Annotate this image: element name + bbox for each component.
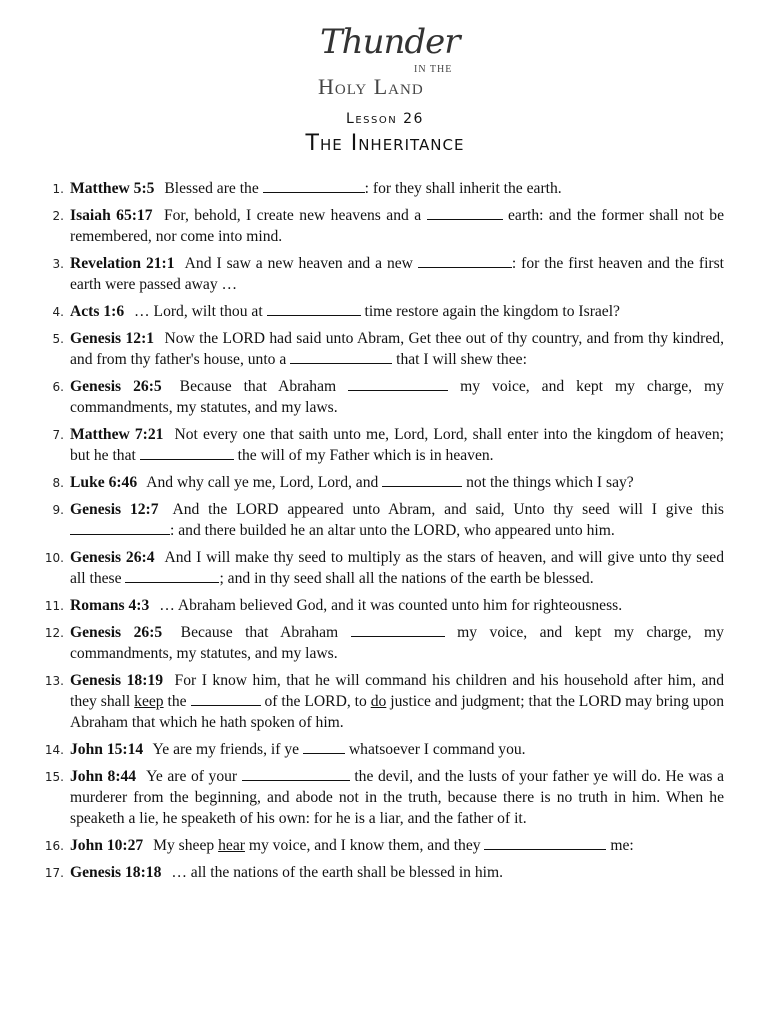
verse-item bbox=[40, 328, 724, 370]
verse-reference: Matthew 5:5 bbox=[70, 180, 155, 197]
verse-item bbox=[40, 499, 724, 541]
verse-number: 1. bbox=[52, 182, 64, 196]
verse-text: My sheep bbox=[153, 837, 215, 854]
verse-text: the devil, and the lusts of your father ye will do. He was a murderer from the beginning, and abode not in the truth, because there is no truth in him. When he speaketh a lie, he speaketh of his own: for he is a liar, and the father of it. bbox=[70, 768, 724, 827]
verse-text: Because that Abraham bbox=[179, 378, 337, 395]
underlined-word: do bbox=[370, 693, 387, 710]
verse-item bbox=[40, 595, 724, 616]
verse-text: … all the nations of the earth shall be blessed in him. bbox=[171, 864, 504, 881]
verse-reference: Revelation 21:1 bbox=[70, 255, 175, 272]
verse-number: 2. bbox=[52, 209, 64, 223]
verse-item bbox=[40, 622, 724, 664]
logo-holy-land-text: Holy Land bbox=[318, 74, 424, 99]
verse-list bbox=[40, 178, 724, 889]
verse-text: justice and judgment; that the LORD may bring upon Abraham that which he hath spoken of him. bbox=[70, 693, 724, 731]
verse-reference: Acts 1:6 bbox=[70, 303, 125, 320]
verse-item bbox=[40, 835, 724, 856]
verse-reference: Genesis 18:18 bbox=[70, 864, 162, 881]
verse-item bbox=[40, 424, 724, 466]
verse-reference: Genesis 26:5 bbox=[70, 624, 163, 641]
verse-text: Not every one that saith unto me, Lord, Lord, shall enter into the kingdom of heaven; but he that bbox=[70, 426, 724, 464]
answer-blank[interactable] bbox=[484, 835, 606, 850]
answer-blank[interactable] bbox=[427, 205, 503, 220]
verse-text: And I will make thy seed to multiply as the stars of heaven, and will give unto thy seed all these bbox=[70, 549, 724, 587]
verse-reference: Genesis 12:7 bbox=[70, 501, 159, 518]
verse-number: 17. bbox=[44, 866, 64, 880]
verse-text: For, behold, I create new heavens and a bbox=[163, 207, 422, 224]
verse-item bbox=[40, 670, 724, 733]
verse-reference: John 15:14 bbox=[70, 741, 144, 758]
verse-text: the will of my Father which is in heaven. bbox=[237, 447, 494, 464]
verse-item bbox=[40, 253, 724, 295]
lesson-title: The Inheritance bbox=[305, 131, 465, 156]
verse-text: Ye are of your bbox=[146, 768, 238, 785]
verse-item bbox=[40, 178, 724, 199]
verse-reference: Luke 6:46 bbox=[70, 474, 138, 491]
verse-text: of the LORD, to bbox=[264, 693, 367, 710]
verse-item bbox=[40, 766, 724, 829]
verse-number: 12. bbox=[44, 626, 64, 640]
verse-number: 9. bbox=[52, 503, 64, 517]
verse-number: 10. bbox=[44, 551, 64, 565]
answer-blank[interactable] bbox=[242, 766, 350, 781]
verse-text: me: bbox=[610, 837, 634, 854]
verse-text: my voice, and I know them, and they bbox=[248, 837, 481, 854]
underlined-word: hear bbox=[218, 837, 245, 854]
answer-blank[interactable] bbox=[125, 568, 219, 583]
verse-text: time restore again the kingdom to Israel? bbox=[364, 303, 620, 320]
verse-text: my voice, and kept my charge, my commandments, my statutes, and my laws. bbox=[70, 624, 724, 662]
verse-number: 6. bbox=[52, 380, 64, 394]
verse-text: … Abraham believed God, and it was counted unto him for righteousness. bbox=[159, 597, 623, 614]
verse-text: : and there builded he an altar unto the LORD, who appeared unto him. bbox=[170, 522, 615, 539]
logo-in-the-text: IN THE bbox=[414, 64, 453, 75]
verse-text: not the things which I say? bbox=[466, 474, 634, 491]
verse-item bbox=[40, 862, 724, 883]
verse-reference: Genesis 18:19 bbox=[70, 672, 164, 689]
verse-text: the bbox=[167, 693, 187, 710]
answer-blank[interactable] bbox=[418, 253, 512, 268]
verse-number: 16. bbox=[44, 839, 64, 853]
verse-text: … Lord, wilt thou at bbox=[134, 303, 263, 320]
verse-text: earth: and the former shall not be remembered, nor come into mind. bbox=[70, 207, 725, 245]
answer-blank[interactable] bbox=[267, 301, 361, 316]
verse-number: 13. bbox=[44, 674, 64, 688]
verse-number: 3. bbox=[52, 257, 64, 271]
verse-text: my voice, and kept my charge, my commandments, my statutes, and my laws. bbox=[70, 378, 724, 416]
verse-number: 7. bbox=[52, 428, 64, 442]
verse-text: whatsoever I command you. bbox=[348, 741, 526, 758]
verse-item bbox=[40, 472, 724, 493]
logo-script-text: Thunder bbox=[320, 22, 460, 62]
answer-blank[interactable] bbox=[290, 349, 392, 364]
verse-number: 15. bbox=[44, 770, 64, 784]
answer-blank[interactable] bbox=[140, 445, 234, 460]
verse-number: 11. bbox=[44, 599, 64, 613]
verse-text: And the LORD appeared unto Abram, and said, Unto thy seed will I give this bbox=[172, 501, 724, 518]
underlined-word: keep bbox=[134, 693, 164, 710]
thunder-in-the-holy-land-logo bbox=[300, 20, 470, 100]
lesson-number: Lesson 26 bbox=[346, 111, 424, 127]
verse-text: Now the LORD had said unto Abram, Get thee out of thy country, and from thy kindred, and from thy father's house, unto a bbox=[70, 330, 724, 368]
verse-reference: Matthew 7:21 bbox=[70, 426, 164, 443]
verse-item bbox=[40, 301, 724, 322]
verse-text: Ye are my friends, if ye bbox=[152, 741, 300, 758]
verse-reference: John 10:27 bbox=[70, 837, 144, 854]
verse-reference: Romans 4:3 bbox=[70, 597, 150, 614]
verse-text: : for they shall inherit the earth. bbox=[364, 180, 562, 197]
verse-reference: Genesis 26:4 bbox=[70, 549, 155, 566]
verse-number: 14. bbox=[44, 743, 64, 757]
verse-number: 5. bbox=[52, 332, 64, 346]
verse-item bbox=[40, 739, 724, 760]
answer-blank[interactable] bbox=[70, 520, 170, 535]
answer-blank[interactable] bbox=[348, 376, 448, 391]
verse-item bbox=[40, 205, 724, 247]
verse-text: Because that Abraham bbox=[180, 624, 339, 641]
answer-blank[interactable] bbox=[382, 472, 462, 487]
verse-reference: Genesis 26:5 bbox=[70, 378, 162, 395]
answer-blank[interactable] bbox=[351, 622, 445, 637]
verse-text: And I saw a new heaven and a new bbox=[184, 255, 413, 272]
verse-text: : for the first heaven and the first earth were passed away … bbox=[70, 255, 725, 293]
answer-blank[interactable] bbox=[263, 178, 365, 193]
verse-number: 8. bbox=[52, 476, 64, 490]
verse-text: For I know him, that he will command his children and his household after him, and they shall bbox=[70, 672, 724, 710]
verse-item bbox=[40, 376, 724, 418]
answer-blank[interactable] bbox=[303, 739, 345, 754]
verse-text: that I will shew thee: bbox=[396, 351, 527, 368]
verse-text: And why call ye me, Lord, Lord, and bbox=[146, 474, 379, 491]
verse-item bbox=[40, 547, 724, 589]
verse-text: ; and in thy seed shall all the nations of the earth be blessed. bbox=[219, 570, 594, 587]
verse-text: Blessed are the bbox=[164, 180, 259, 197]
verse-number: 4. bbox=[52, 305, 64, 319]
verse-reference: John 8:44 bbox=[70, 768, 137, 785]
answer-blank[interactable] bbox=[191, 691, 261, 706]
verse-reference: Isaiah 65:17 bbox=[70, 207, 153, 224]
verse-reference: Genesis 12:1 bbox=[70, 330, 155, 347]
